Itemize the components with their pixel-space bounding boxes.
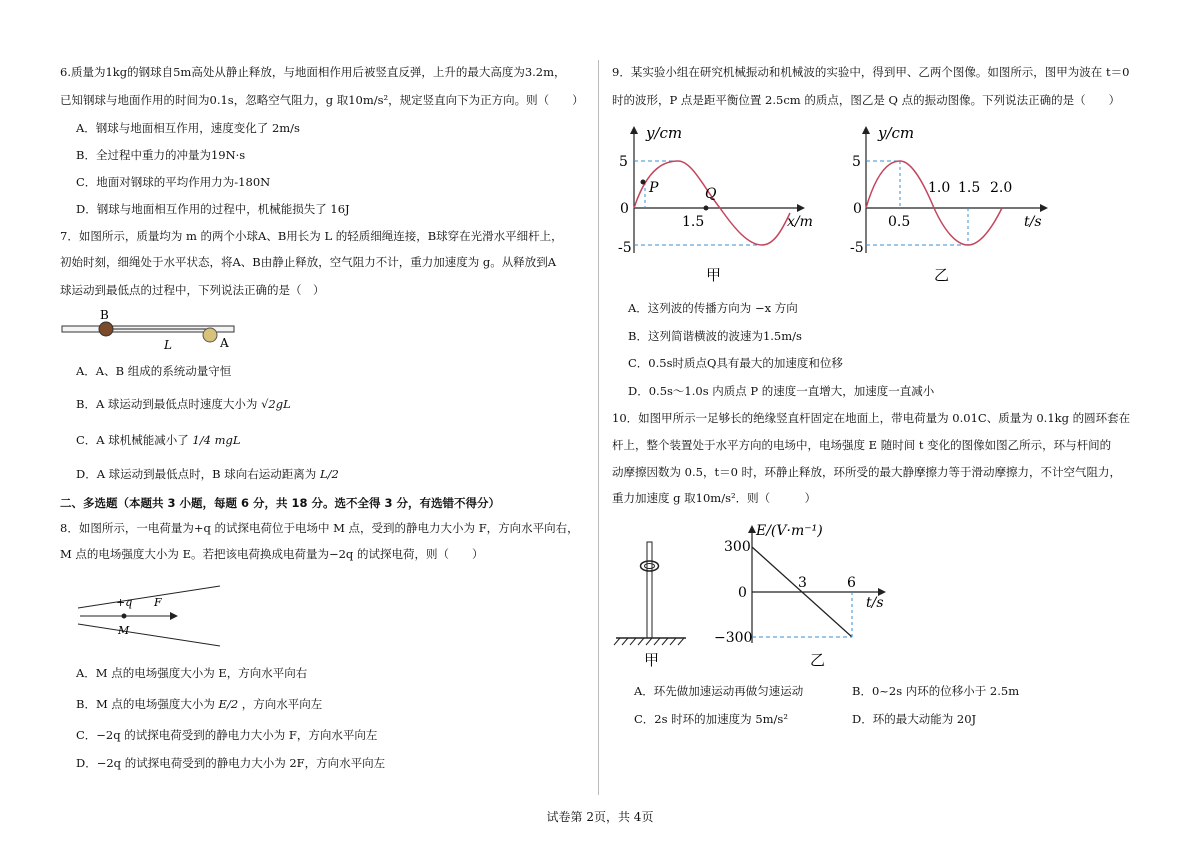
q9-option-a: A．这列波的传播方向为 −x 方向	[628, 301, 798, 315]
q8-stem-line1: 8．如图所示，一电荷量为+q 的试探电荷位于电场中 M 点，受到的静电力大小为 F，方向水平向右，	[60, 521, 579, 535]
q7-option-c-text: C．A 球机械能减小了	[76, 433, 189, 447]
q10-option-c: C．2s 时环的加速度为 5m/s²	[634, 712, 788, 726]
q7-figure	[60, 305, 250, 355]
label-f: F	[154, 596, 162, 609]
q7-option-c	[76, 432, 241, 448]
q8-option-b-expr: E/2	[218, 697, 239, 711]
q7-stem-line1: 7．如图所示，质量均为 m 的两个小球A、B用长为 L 的轻质细绳连接，B球穿在光滑水平细杆上，	[60, 229, 563, 243]
q8-stem-line2: M 点的电场强度大小为 E。若把该电荷换成电荷量为−2q 的试探电荷，则（ ）	[60, 547, 484, 561]
q10-e-t-graph	[710, 515, 900, 670]
label-q: Q	[705, 186, 717, 202]
q8-option-d: D．−2q 的试探电荷受到的静电力大小为 2F，方向水平向左	[76, 756, 386, 770]
q8-field-figure	[74, 582, 234, 654]
q6-stem-line2: 已知钢球与地面作用的时间为0.1s，忽略空气阻力，g 取10m/s²，规定竖直向下为正方向。则（ ）	[60, 93, 584, 107]
tick-3: 3	[798, 575, 807, 591]
q10-stem-line4: 重力加速度 g 取10m/s²．则（ ）	[612, 491, 817, 505]
q8-option-b	[76, 696, 322, 712]
tick-neg5: -5	[618, 240, 632, 256]
q7-option-b-expr: √2gL	[261, 397, 291, 411]
y-axis-arrow	[630, 126, 638, 134]
q9-vibration-graph	[850, 118, 1070, 288]
q9-stem-line1: 9．某实验小组在研究机械振动和机械波的实验中，得到甲、乙两个图像。如图所示，图甲为波在 t＝0	[612, 65, 1130, 79]
point-q	[704, 206, 709, 211]
section-multiple-choice: 二、多选题（本题共 3 小题，每题 6 分，共 18 分。选不全得 3 分，有选错不得分）	[60, 496, 501, 510]
q7-option-d-text: D．A 球运动到最低点时，B 球向右运动距离为	[76, 467, 317, 481]
q10-option-a: A．环先做加速运动再做匀速运动	[634, 684, 804, 698]
label-l: L	[164, 338, 172, 352]
q10-option-d: D．环的最大动能为 20J	[852, 712, 977, 726]
ground-hatching	[614, 638, 684, 645]
ylabel: y/cm	[646, 124, 683, 142]
q7-option-b-text: B．A 球运动到最低点时速度大小为	[76, 397, 258, 411]
label-m: M	[118, 624, 130, 637]
q10-stem-line2: 杆上，整个装置处于水平方向的电场中，电场强度 E 随时间 t 变化的图像如图乙所示，环与杆间的	[612, 438, 1112, 452]
y-axis-arrow	[862, 126, 870, 134]
q7-stem-line3: 球运动到最低点的过程中，下列说法正确的是（ ）	[60, 283, 325, 297]
caption-yi: 乙	[934, 266, 950, 284]
tick-1-5: 1.5	[682, 214, 705, 230]
caption-yi: 乙	[810, 651, 826, 669]
y-axis-arrow	[748, 525, 756, 533]
q6-option-b: B．全过程中重力的冲量为19N·s	[76, 148, 246, 162]
tick-neg300: −300	[714, 630, 753, 646]
q10-stem-line1: 10．如图甲所示一足够长的绝缘竖直杆固定在地面上，带电荷量为 0.01C、质量为 0.1kg 的圆环套在	[612, 411, 1131, 425]
q7-option-a: A．A、B 组成的系统动量守恒	[76, 364, 232, 378]
column-divider	[598, 60, 599, 795]
tick-6: 6	[847, 575, 856, 591]
tick-2-0: 2.0	[990, 180, 1013, 196]
tick-0: 0	[738, 585, 747, 601]
q7-option-c-expr: 1/4 mgL	[192, 433, 241, 447]
xlabel: t/s	[1024, 214, 1042, 230]
q8-option-c: C．−2q 的试探电荷受到的静电力大小为 F，方向水平向左	[76, 728, 378, 742]
ball-a	[203, 328, 217, 342]
tick-0: 0	[620, 201, 629, 217]
q8-option-b-text: B．M 点的电场强度大小为	[76, 697, 215, 711]
point-p	[641, 180, 646, 185]
q6-stem-line1: 6.质量为1kg的钢球自5m高处从静止释放，与地面相作用后被竖直反弹，上升的最大高度为3.2m，	[60, 65, 566, 79]
vibration-curve	[866, 161, 1002, 245]
q7-stem-line2: 初始时刻，细绳处于水平状态，将A、B由静止释放，空气阻力不计，重力加速度为 g。从释放到A	[60, 255, 557, 269]
xlabel: x/m	[787, 214, 813, 230]
q9-stem-line2: 时的波形，P 点是距平衡位置 2.5cm 的质点，图乙是 Q 点的振动图像。下列说法正确的是（ ）	[612, 93, 1121, 107]
tick-0: 0	[853, 201, 862, 217]
q9-option-c: C．0.5s时质点Q具有最大的加速度和位移	[628, 356, 843, 370]
label-a: A	[220, 336, 229, 350]
tick-0-5: 0.5	[888, 214, 911, 230]
xlabel: t/s	[866, 595, 884, 611]
q9-wave-graph	[612, 118, 832, 288]
field-line-bottom	[78, 624, 220, 646]
q8-option-b-tail: ，方向水平向左	[241, 697, 323, 711]
x-axis-arrow	[797, 204, 805, 212]
q6-option-a: A．钢球与地面相互作用，速度变化了 2m/s	[76, 121, 300, 135]
tick-neg5: -5	[850, 240, 864, 256]
label-q: +q	[116, 596, 133, 609]
q10-pole-figure	[612, 530, 702, 670]
page-footer: 试卷第 2页，共 4页	[546, 810, 654, 824]
q6-option-c: C．地面对钢球的平均作用力为-180N	[76, 175, 271, 189]
tick-1-0: 1.0	[928, 180, 951, 196]
tick-300: 300	[724, 539, 751, 555]
ylabel: E/(V·m⁻¹)	[756, 523, 823, 539]
point-m	[122, 614, 127, 619]
label-b: B	[100, 308, 109, 322]
x-axis-arrow	[1040, 204, 1048, 212]
caption-jia: 甲	[706, 266, 722, 284]
q8-option-a: A．M 点的电场强度大小为 E，方向水平向右	[76, 666, 308, 680]
q6-option-d: D．钢球与地面相互作用的过程中，机械能损失了 16J	[76, 202, 350, 216]
ylabel: y/cm	[878, 124, 915, 142]
label-p: P	[649, 180, 659, 196]
tick-1-5: 1.5	[958, 180, 981, 196]
q10-option-b: B．0~2s 内环的位移小于 2.5m	[852, 684, 1020, 698]
tick-5: 5	[619, 154, 628, 170]
q9-option-b: B．这列简谐横波的波速为1.5m/s	[628, 329, 802, 343]
arrow-head	[170, 612, 178, 620]
ball-b	[99, 322, 113, 336]
q7-option-d-expr: L/2	[319, 467, 339, 481]
q7-option-d	[76, 466, 339, 482]
q10-stem-line3: 动摩擦因数为 0.5，t＝0 时，环静止释放，环所受的最大静摩擦力等于滑动摩擦力，不计空气阻力，	[612, 465, 1122, 479]
tick-5: 5	[852, 154, 861, 170]
q7-option-b	[76, 396, 291, 412]
q9-option-d: D．0.5s～1.0s 内质点 P 的速度一直增大，加速度一直减小	[628, 384, 935, 398]
wave-curve	[634, 161, 790, 245]
field-line-top	[78, 586, 220, 608]
vertical-pole	[647, 542, 652, 638]
caption-jia: 甲	[644, 651, 660, 669]
